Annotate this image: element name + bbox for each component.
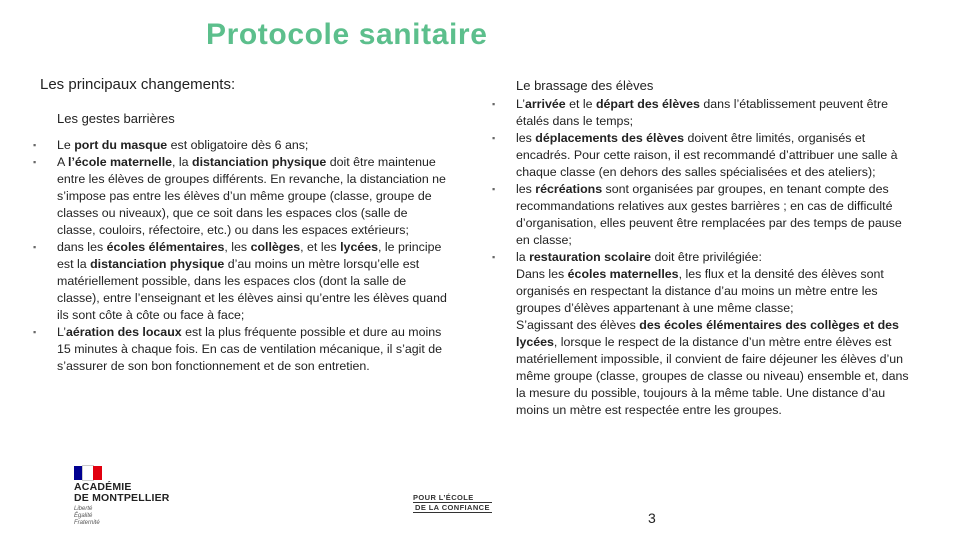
french-flag-icon (74, 466, 102, 480)
bold-text: distanciation physique (90, 257, 225, 271)
text-run: , la (172, 155, 193, 169)
text-run: doit être maintenue entre les élèves de groupes différents. En revanche, la distanciation ne s’impose pas entre les élèves d’un même groupe (classe, groupe de classes ou niveaux), que ce soit dans les espaces clos (salle de classe, couloirs, réfectoire, etc.) ou dans les espaces extérieurs; (57, 155, 446, 237)
page-title: Protocole sanitaire (206, 18, 488, 51)
text-run: S’agissant des élèves (516, 318, 640, 332)
text-run: la (516, 250, 530, 264)
motto-line: Égalité (74, 513, 93, 519)
gestes-barrieres-list (33, 137, 447, 375)
academie-line2: DE MONTPELLIER (74, 492, 170, 504)
bullet-icon: ▪ (492, 133, 496, 143)
text-run: les (516, 182, 536, 196)
flag-band-white (83, 466, 93, 480)
text-run: dans les (57, 240, 107, 254)
subtitle: Les principaux changements: (40, 76, 236, 93)
bold-text: l’école maternelle (68, 155, 173, 169)
text-run: et le (565, 97, 596, 111)
motto-line: Fraternité (74, 520, 100, 526)
page-number: 3 (648, 510, 656, 526)
bold-text: distanciation physique (192, 155, 327, 169)
paragraph (516, 266, 916, 317)
paragraph (516, 317, 916, 419)
bold-text: lycées (340, 240, 379, 254)
academie-logo (74, 466, 170, 527)
academie-line1: ACADÉMIE (74, 481, 132, 493)
list-item (492, 249, 916, 419)
text-run: est obligatoire dès 6 ans; (167, 138, 309, 152)
list-item (33, 239, 447, 324)
text-run: L’ (516, 97, 525, 111)
list-item (492, 96, 916, 130)
bullet-icon: ▪ (33, 327, 37, 337)
bold-text: aération des locaux (65, 325, 182, 339)
confiance-line2: DE LA CONFIANCE (415, 503, 490, 512)
bold-text: départ des élèves (595, 97, 700, 111)
motto-line: Liberté (74, 506, 93, 512)
bold-text: des écoles élémentaires des collèges et des lycées (516, 318, 899, 349)
bullet-icon: ▪ (33, 157, 37, 167)
paragraph (516, 249, 916, 266)
text-run: , les (224, 240, 251, 254)
bold-text: écoles maternelles (567, 267, 679, 281)
left-heading: Les gestes barrières (57, 111, 175, 126)
text-run: , le principe est la (57, 240, 442, 271)
ecole-confiance-logo (413, 493, 492, 513)
text-run: , les flux et la densité des élèves sont organisés en respectant la distance d’au moins un mètre entre les groupes d’élèves appartenant à une même classe; (516, 267, 884, 315)
paragraph (516, 130, 916, 181)
bold-text: arrivée (524, 97, 566, 111)
bold-text: collèges (250, 240, 301, 254)
bold-text: écoles élémentaires (106, 240, 225, 254)
paragraph (516, 181, 916, 249)
list-item (492, 181, 916, 249)
confiance-line1: POUR L’ÉCOLE (413, 493, 474, 502)
text-run: Dans les (516, 267, 568, 281)
flag-band-red (93, 466, 102, 480)
bullet-icon: ▪ (492, 252, 496, 262)
list-item (33, 154, 447, 239)
paragraph (516, 96, 916, 130)
text-run: L’ (57, 325, 66, 339)
bullet-icon: ▪ (33, 140, 37, 150)
text-run: sont organisées par groupes, en tenant compte des recommandations relatives aux gestes barrières ; en cas de difficulté d’organisation, elles peuvent être remplacées par des temps de pause en classe; (516, 182, 902, 247)
brassage-list (492, 96, 916, 419)
right-heading: Le brassage des élèves (516, 78, 654, 93)
bold-text: récréations (535, 182, 603, 196)
text-run: doivent être limités, organisés et encadrés. Pour cette raison, il est recommandé d’attribuer une salle à chaque classe (en dehors des salles spécialisées et des ateliers); (516, 131, 898, 179)
text-run: est la plus fréquente possible et dure au moins 15 minutes à chaque fois. En cas de ventilation mécanique, il s’agit de s’assurer de son bon fonctionnement et de son entretien. (57, 325, 443, 373)
bullet-icon: ▪ (33, 242, 37, 252)
bold-text: restauration scolaire (529, 250, 651, 264)
text-run: les (516, 131, 536, 145)
text-run: A (57, 155, 69, 169)
text-run: , et les (300, 240, 341, 254)
bold-text: déplacements des élèves (535, 131, 685, 145)
list-item (33, 324, 447, 375)
text-run: doit être privilégiée: (651, 250, 762, 264)
list-item (33, 137, 447, 154)
flag-band-blue (74, 466, 83, 480)
text-run: d’au moins un mètre lorsqu’elle est matériellement possible, dans les espaces clos (dont la salle de classe), entre l’enseignant et les élèves ainsi qu’entre les élèves quand ils sont côte à côte ou face à face; (57, 257, 447, 322)
bullet-icon: ▪ (492, 99, 496, 109)
republic-motto (74, 506, 170, 527)
text-run: , lorsque le respect de la distance d’un mètre entre élèves est matériellement impossible, il convient de faire déjeuner les élèves d’un même groupe (classe, groupes de classe ou niveau) ensemble et, dans la mesure du possible, toujours à la même table. Une distance d’au moins un mètre est respectée entre les groupes. (516, 335, 909, 417)
bullet-icon: ▪ (492, 184, 496, 194)
bold-text: port du masque (74, 138, 168, 152)
text-run: Le (57, 138, 75, 152)
text-run: dans l’établissement peuvent être étalés dans le temps; (516, 97, 888, 128)
list-item (492, 130, 916, 181)
